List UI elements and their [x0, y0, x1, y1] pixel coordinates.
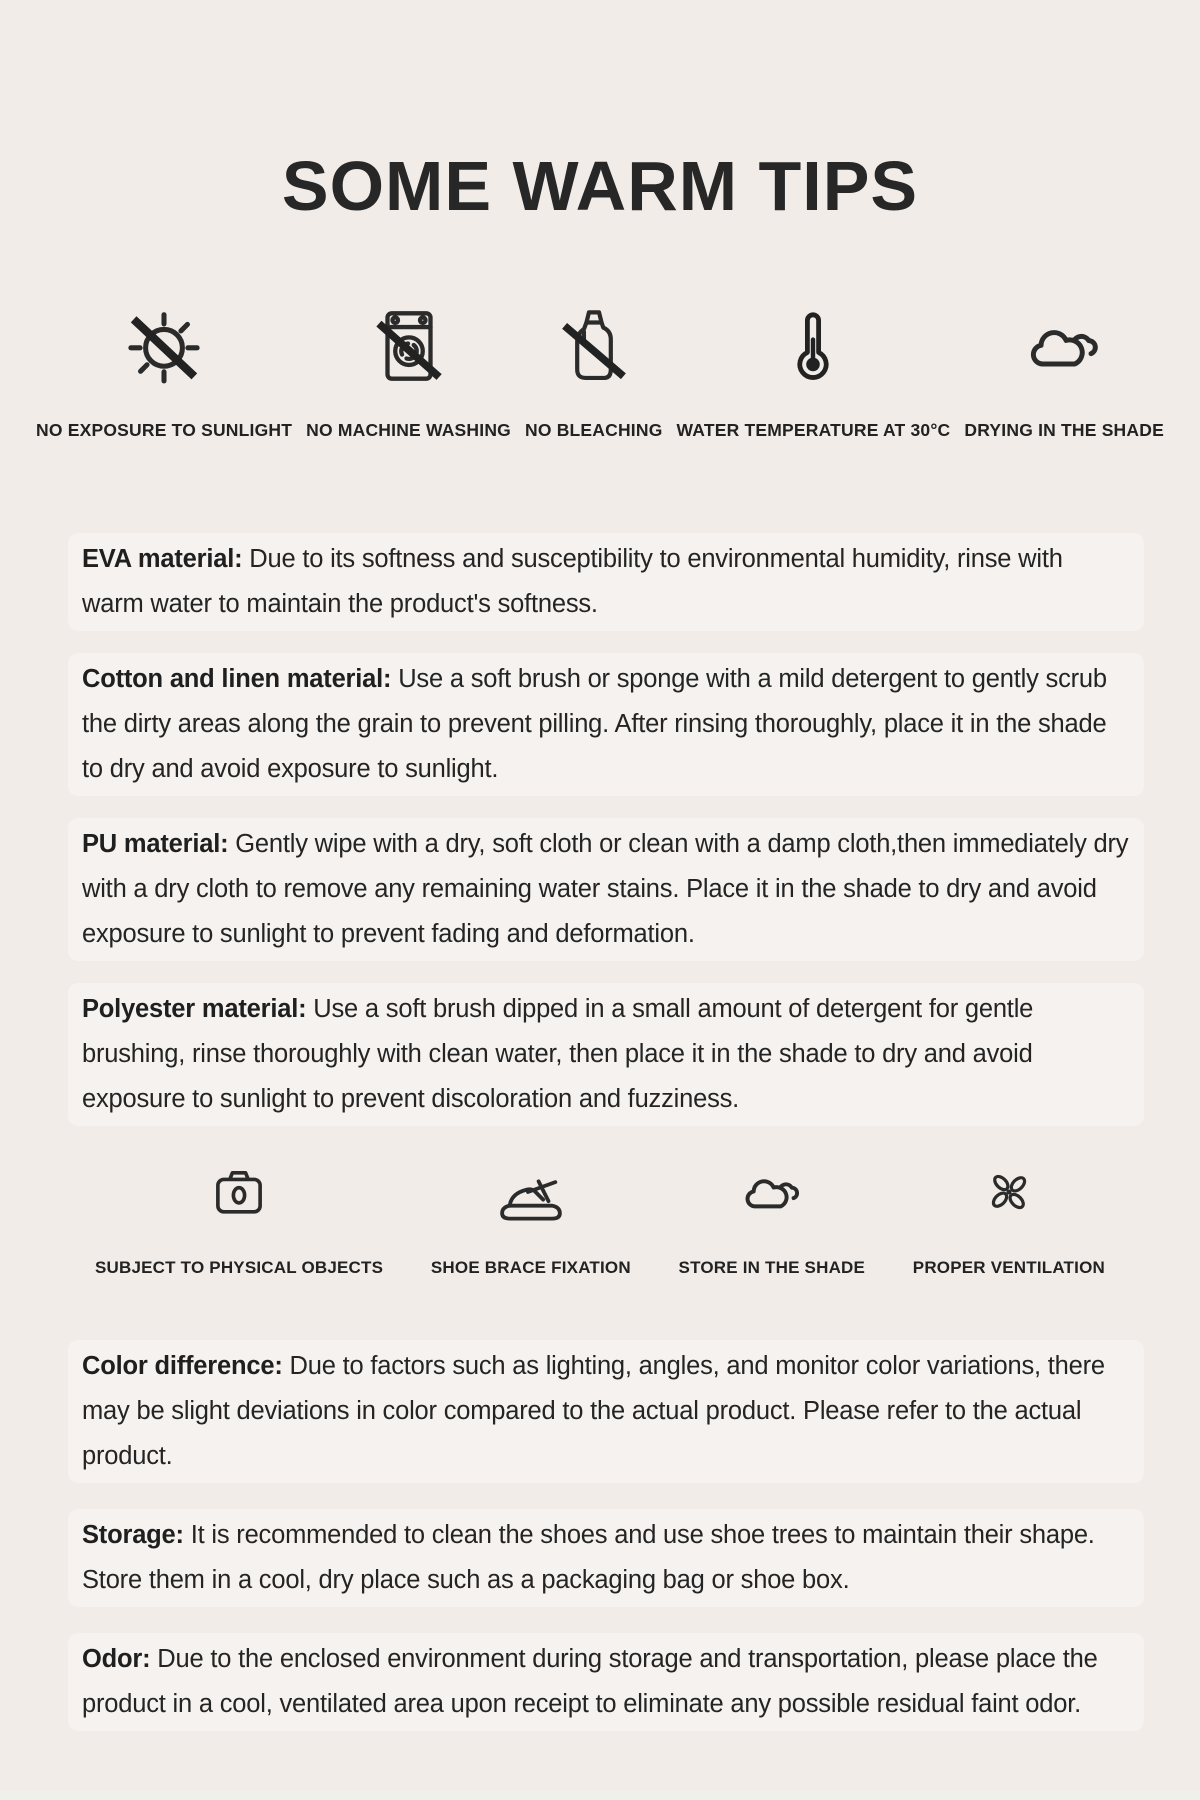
cloud-icon — [1019, 296, 1109, 396]
paragraph-lead: EVA material: — [82, 545, 243, 573]
storage-item-shoe-brace — [431, 1152, 631, 1278]
paragraph-text: Due to the enclosed environment during storage and transportation, please place the product in a cool, ventilated area upon receipt to eliminate any possible residual faint odor. — [82, 1645, 1098, 1718]
paragraph-text: Use a soft brush or sponge with a mild detergent to gently scrub the dirty areas along the grain to prevent pilling. After rinsing thoroughly, place it in the shade to dry and avoid exposure to sunlight. — [82, 665, 1107, 783]
notes-section — [82, 1340, 1130, 1731]
note-paragraph-odor — [68, 1633, 1144, 1731]
paragraph-lead: Storage: — [82, 1521, 184, 1549]
paragraph-text: Gently wipe with a dry, soft cloth or clean with a damp cloth,then immediately dry with a dry cloth to remove any remaining water stains. Place it in the shade to dry and avoid exposure to sunlight to prevent fading and deformation. — [82, 830, 1129, 948]
care-icon-label: DRYING IN THE SHADE — [964, 420, 1164, 440]
no-machine-washing-icon — [366, 296, 452, 396]
paragraph-lead: Polyester material: — [82, 995, 307, 1023]
paragraph-lead: PU material: — [82, 830, 229, 858]
paragraph-lead: Color difference: — [82, 1352, 283, 1380]
care-icon-label: NO EXPOSURE TO SUNLIGHT — [36, 420, 293, 440]
paragraph-text: Due to its softness and susceptibility to environmental humidity, rinse with warm water to maintain the product's softness. — [82, 545, 1063, 618]
storage-icon-label: SUBJECT TO PHYSICAL OBJECTS — [95, 1258, 384, 1277]
page-title: SOME WARM TIPS — [281, 147, 919, 225]
storage-icon-label: STORE IN THE SHADE — [678, 1258, 866, 1277]
paragraph-text: Due to factors such as lighting, angles, and monitor color variations, there may be slight deviations in color compared to the actual product. Please refer to the actual product. — [82, 1352, 1105, 1470]
care-item-no-bleaching — [525, 296, 663, 441]
care-item-drying-in-shade — [964, 296, 1164, 441]
note-paragraph-color-difference — [68, 1340, 1144, 1483]
material-paragraph-polyester — [68, 983, 1144, 1126]
storage-item-ventilation — [913, 1152, 1105, 1278]
care-icon-label: NO BLEACHING — [524, 420, 663, 440]
care-icon-label: NO MACHINE WASHING — [306, 420, 511, 440]
care-icon-row — [0, 296, 1200, 441]
storage-icon-label: PROPER VENTILATION — [912, 1258, 1105, 1277]
note-paragraph-storage — [68, 1509, 1144, 1607]
paragraph-lead: Odor: — [82, 1645, 151, 1673]
paragraph-text: It is recommended to clean the shoes and use shoe trees to maintain their shape. Store them in a cool, dry place such as a packaging bag or shoe box. — [82, 1521, 1095, 1594]
thermometer-icon — [773, 296, 853, 396]
material-paragraph-eva — [68, 533, 1144, 631]
material-paragraph-cotton-linen — [68, 653, 1144, 796]
care-item-no-sunlight — [36, 296, 292, 441]
fan-icon — [977, 1152, 1041, 1232]
cloud-icon — [736, 1152, 808, 1232]
material-paragraph-pu — [68, 818, 1144, 961]
storage-item-store-in-shade — [679, 1152, 866, 1278]
page-bottom-strip — [0, 1791, 1200, 1800]
no-sunlight-icon — [118, 296, 210, 396]
storage-item-physical-objects — [95, 1152, 383, 1278]
no-bleaching-icon — [552, 296, 636, 396]
shoe-brace-icon — [493, 1152, 569, 1232]
storage-icon-row — [0, 1152, 1200, 1278]
material-care-section — [82, 533, 1130, 1126]
care-item-water-temperature — [677, 296, 951, 441]
camera-icon — [206, 1152, 272, 1232]
care-icon-label: WATER TEMPERATURE AT 30°C — [676, 420, 951, 440]
care-item-no-machine-washing — [306, 296, 511, 441]
paragraph-lead: Cotton and linen material: — [82, 665, 392, 693]
paragraph-text: Use a soft brush dipped in a small amount of detergent for gentle brushing, rinse thoroughly with clean water, then place it in the shade to dry and avoid exposure to sunlight to prevent discoloration and fuzziness. — [82, 995, 1034, 1113]
storage-icon-label: SHOE BRACE FIXATION — [430, 1258, 631, 1277]
